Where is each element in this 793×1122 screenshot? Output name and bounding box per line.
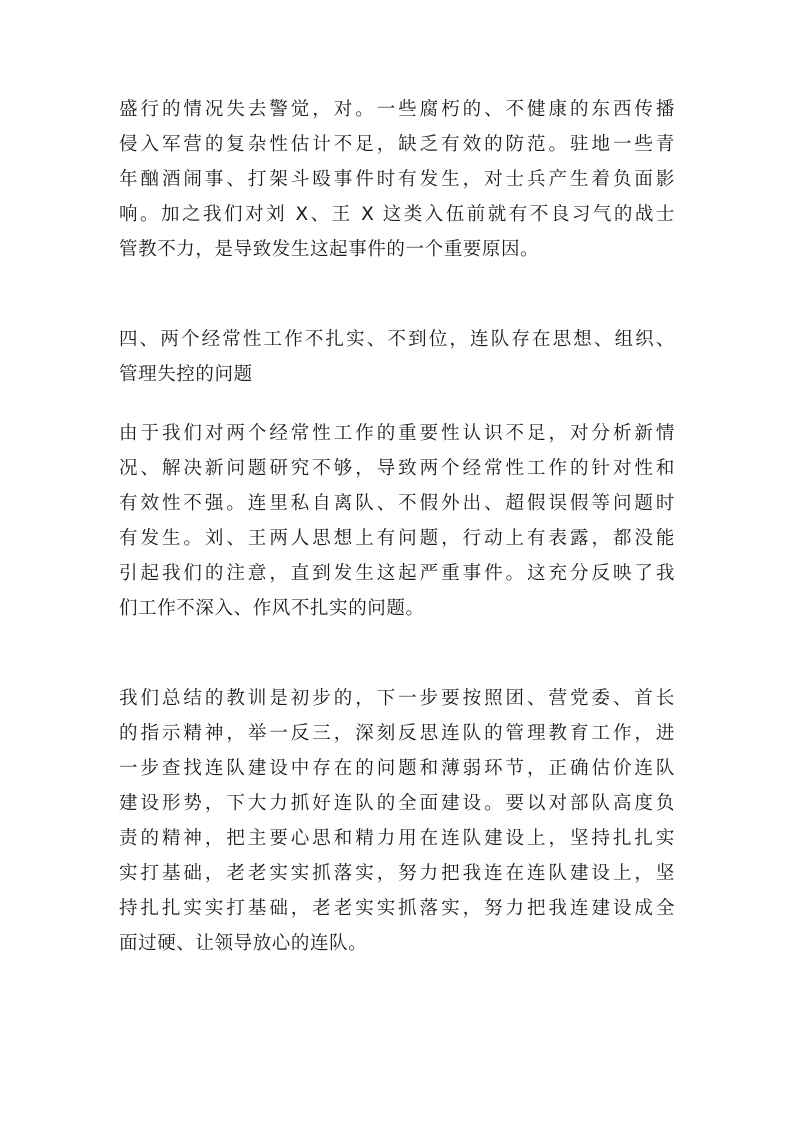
text-line: 有效性不强。连里私自离队、不假外出、超假误假等问题时 xyxy=(119,493,675,514)
heading-line: 管理失控的问题 xyxy=(119,364,253,385)
text-line: 管教不力，是导致发生这起事件的一个重要原因。 xyxy=(119,239,540,260)
text-line: 面过硬、让领导放心的连队。 xyxy=(119,933,368,954)
text-line: 由于我们对两个经常性工作的重要性认识不足，对分析新情 xyxy=(119,423,675,444)
text-line: 引起我们的注意，直到发生这起严重事件。这充分反映了我 xyxy=(119,563,675,584)
text-line: 况、解决新问题研究不够，导致两个经常性工作的针对性和 xyxy=(119,458,675,479)
text-line: 盛行的情况失去警觉，对。一些腐朽的、不健康的东西传播 xyxy=(119,99,675,120)
heading-line: 四、两个经常性工作不扎实、不到位，连队存在思想、组织、 xyxy=(119,329,675,350)
paragraph-1 xyxy=(119,92,675,267)
text-line: 侵入军营的复杂性估计不足，缺乏有效的防范。驻地一些青 xyxy=(119,134,675,155)
text-line: 建设形势，下大力抓好连队的全面建设。要以对部队高度负 xyxy=(119,793,675,814)
text-line: 责的精神，把主要心思和精力用在连队建设上，坚持扎扎实 xyxy=(119,828,675,849)
text-line: 我们总结的教训是初步的，下一步要按照团、营党委、首长 xyxy=(119,688,675,709)
text-line: 年酗酒闹事、打架斗殴事件时有发生，对士兵产生着负面影 xyxy=(119,169,675,190)
text-line: 实打基础，老老实实抓落实，努力把我连在连队建设上，坚 xyxy=(119,863,675,884)
text-line: 们工作不深入、作风不扎实的问题。 xyxy=(119,598,425,619)
paragraph-3 xyxy=(119,681,675,961)
section-heading-4 xyxy=(119,322,675,392)
text-line: 响。加之我们对刘 X、王 X 这类入伍前就有不良习气的战士 xyxy=(119,204,675,225)
text-line: 持扎扎实实打基础，老老实实抓落实，努力把我连建设成全 xyxy=(119,898,675,919)
text-line: 有发生。刘、王两人思想上有问题，行动上有表露，都没能 xyxy=(119,528,675,549)
text-line: 一步查找连队建设中存在的问题和薄弱环节，正确估价连队 xyxy=(119,758,675,779)
paragraph-2 xyxy=(119,416,675,626)
text-line: 的指示精神，举一反三，深刻反思连队的管理教育工作，进 xyxy=(119,723,675,744)
